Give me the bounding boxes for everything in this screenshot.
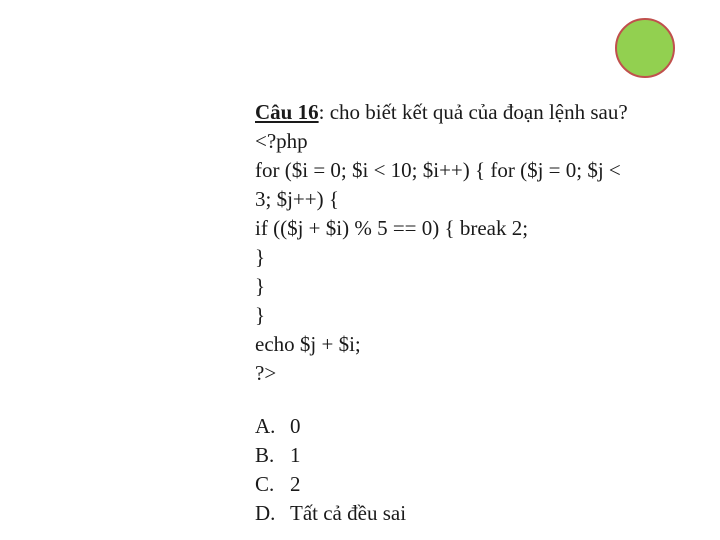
code-line: echo $j + $i; <box>255 332 361 356</box>
code-line: <?php <box>255 129 308 153</box>
code-line: if (($j + $i) % 5 == 0) { break 2; <box>255 216 529 240</box>
option-letter: D. <box>255 501 276 525</box>
decorative-circle <box>615 18 675 78</box>
option-text: 1 <box>290 443 301 467</box>
option-text: Tất cả đều sai <box>290 501 407 525</box>
code-line: } <box>255 303 266 327</box>
question-heading <box>255 98 695 127</box>
code-line: for ($i = 0; $i < 10; $i++) { for ($j = 0; $j < <box>255 158 621 182</box>
code-line: } <box>255 274 266 298</box>
question-prompt: : cho biết kết quả của đoạn lệnh sau? <box>318 100 628 124</box>
answer-options <box>255 412 695 528</box>
code-line: ?> <box>255 361 277 385</box>
option-d[interactable] <box>255 499 695 528</box>
option-text: 0 <box>290 414 301 438</box>
option-a[interactable] <box>255 412 695 441</box>
option-c[interactable] <box>255 470 695 499</box>
option-letter: A. <box>255 414 276 438</box>
question-label: Câu 16 <box>255 100 319 124</box>
question-block <box>255 98 695 528</box>
code-line: 3; $j++) { <box>255 187 339 211</box>
code-line: } <box>255 245 266 269</box>
option-b[interactable] <box>255 441 695 470</box>
option-text: 2 <box>290 472 301 496</box>
option-letter: B. <box>255 443 275 467</box>
option-letter: C. <box>255 472 275 496</box>
